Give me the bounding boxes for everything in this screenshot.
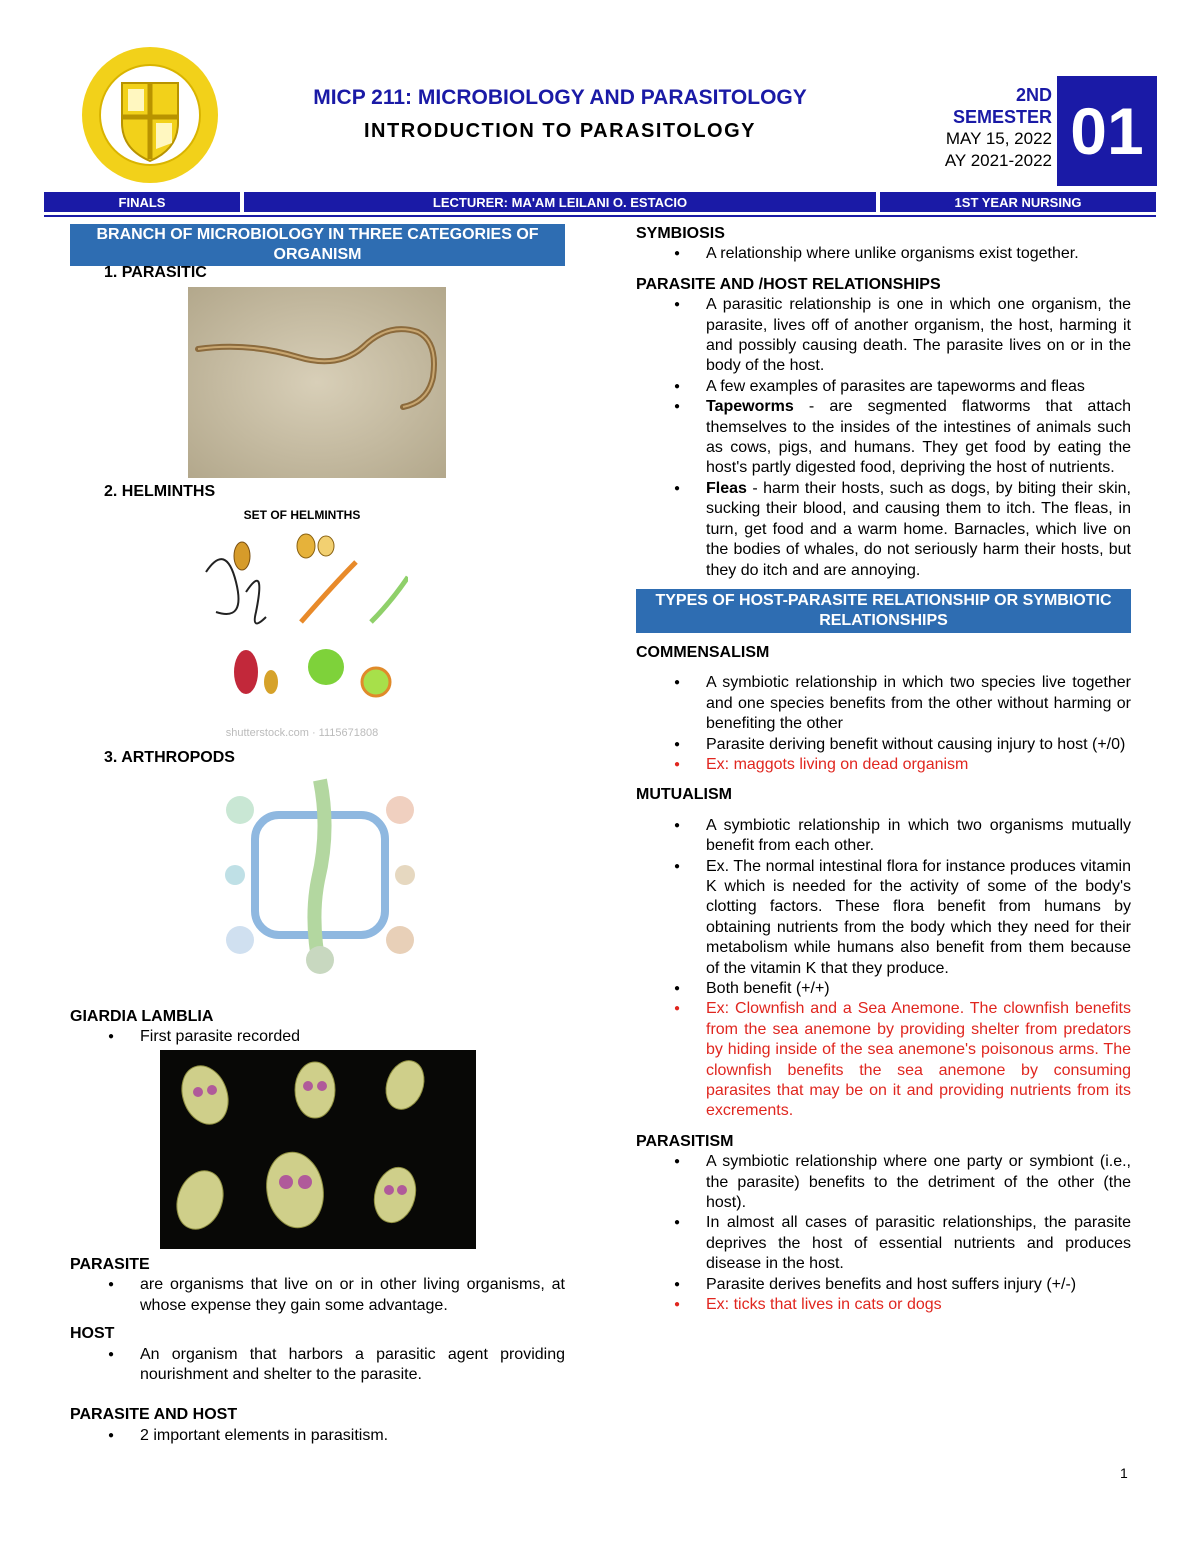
parasite-list [70,1275,565,1316]
list-item: ● A few examples of parasites are tapeworms and fleas [636,377,1131,397]
semester-info [900,84,1052,172]
academic-year: AY 2021-2022 [944,151,1052,170]
helminths-drawings [196,522,408,722]
lecture-date: MAY 15, 2022 [945,129,1052,148]
giardia-lamblia-image [160,1050,476,1249]
list-item: ● A relationship where unlike organisms exist together. [636,244,1131,264]
page-number: 1 [1120,1465,1128,1481]
types-section-header: TYPES OF HOST-PARASITE RELATIONSHIP OR SYMBIOTIC RELATIONSHIPS [636,589,1131,633]
list-item: ● In almost all cases of parasitic relationships, the parasite deprives the host of essential nutrients and produces disease in the host. [636,1213,1131,1274]
helminths-image-credit: shutterstock.com · 1115671808 [225,727,379,739]
host-heading: HOST [70,1325,115,1343]
commensalism-list [636,673,1131,775]
parasite-host-relationships-heading: PARASITE AND /HOST RELATIONSHIPS [636,275,941,293]
list-item [636,479,1131,581]
fleas-term: Fleas [706,479,747,497]
parasitism-heading: PARASITISM [636,1132,734,1150]
list-item: ● First parasite recorded [70,1027,565,1047]
mutualism-heading: MUTUALISM [636,786,732,804]
list-item: ● are organisms that live on or in other living organisms, at whose expense they gain some advantage. [70,1275,565,1316]
branch-section-header: BRANCH OF MICROBIOLOGY IN THREE CATEGORIES OF ORGANISM [70,224,565,266]
list-item [636,397,1131,479]
lecture-title: INTRODUCTION TO PARASITOLOGY [363,120,756,142]
mutualism-list [636,816,1131,1122]
arthropods-illustration [210,770,430,982]
helminths-illustration [196,508,408,744]
university-seal-logo [80,45,220,185]
list-item: ● Parasite deriving benefit without causing injury to host (+/0) [636,735,1131,755]
parasitism-list [636,1152,1131,1315]
symbiosis-list [636,244,1131,264]
course-title: MICP 211: MICROBIOLOGY AND PARASITOLOGY [313,86,807,109]
host-list [70,1345,565,1386]
tapeworms-definition: - are segmented flatworms that attach themselves to the insides of the intestines of animals such as cows, pigs, and humans. They get food by eating the host's partly digested food, depriving the host of nutrients. [706,398,1131,477]
helminths-illustration-title: SET OF HELMINTHS [243,508,361,522]
list-item: ● An organism that harbors a parasitic agent providing nourishment and shelter to the parasite. [70,1345,565,1386]
list-item-example: ● Ex: Clownfish and a Sea Anemone. The clownfish benefits from the sea anemone by providing shelter from predators by hiding inside of the sea anemone's poisonous arms. The clownfish benefits the sea anemone by consuming parasites that may be on it and providing nutrients from its excrements. [636,999,1131,1121]
list-item: ● A symbiotic relationship in which two species live together and one species benefits from the other without harming or benefiting the other [636,673,1131,734]
semester-line-1: 2ND [1015,85,1052,105]
list-item: ● A symbiotic relationship where one party or symbiont (i.e., the parasite) benefits to the detriment of the other (the host). [636,1152,1131,1213]
right-column [636,224,1131,1316]
list-item: ● Ex. The normal intestinal flora for instance produces vitamin K which is needed for the activity of some of the body's clotting factors. These flora benefit from humans by obtaining nutrients from the body which they need for their metabolism while humans also benefit from them because of the vitamin K that they produce. [636,857,1131,979]
parasitic-worm-image [188,287,446,478]
fleas-definition: - harm their hosts, such as dogs, by biting their skin, sucking their blood, and causing them to itch. The fleas, in turn, get food and a warm home. Barnacles, which live on the bodies of whales, do not seriously harm their hosts, but they do itch and are annoying. [706,479,1131,579]
giardia-heading: GIARDIA LAMBLIA [70,1008,214,1025]
category-helminths: 2. HELMINTHS [104,483,216,500]
lecturer-label: LECTURER: MA'AM LEILANI O. ESTACIO [244,192,876,212]
lecture-number: 01 [1057,76,1157,186]
info-bar [44,192,1156,214]
list-item: ● A parasitic relationship is one in which one organism, the parasite, lives off of another organism, the host, harming it and possibly causing death. The parasite lives on or in the body of the host. [636,295,1131,377]
list-item-example: ● Ex: ticks that lives in cats or dogs [636,1295,1131,1315]
list-item: ● Parasite derives benefits and host suffers injury (+/-) [636,1275,1131,1295]
category-parasitic: 1. PARASITIC [104,264,207,281]
term-label: FINALS [44,192,240,212]
parasite-section [70,1255,565,1446]
parasite-host-relationships-list [636,295,1131,581]
list-item: ● 2 important elements in parasitism. [70,1426,565,1446]
header-divider [44,215,1156,217]
list-item: ● A symbiotic relationship in which two organisms mutually benefit from each other. [636,816,1131,857]
parasite-and-host-heading: PARASITE AND HOST [70,1406,238,1424]
giardia-list [70,1027,565,1047]
giardia-section [70,1007,565,1048]
semester-line-2: SEMESTER [952,107,1052,127]
year-level-label: 1ST YEAR NURSING [880,192,1156,212]
list-item-example: ● Ex: maggots living on dead organism [636,755,1131,775]
parasite-and-host-list [70,1426,565,1446]
tapeworms-term: Tapeworms [706,398,794,416]
commensalism-heading: COMMENSALISM [636,643,770,661]
parasite-heading: PARASITE [70,1256,150,1273]
list-item: ● Both benefit (+/+) [636,979,1131,999]
symbiosis-heading: SYMBIOSIS [636,225,725,242]
category-arthropods: 3. ARTHROPODS [104,749,235,766]
